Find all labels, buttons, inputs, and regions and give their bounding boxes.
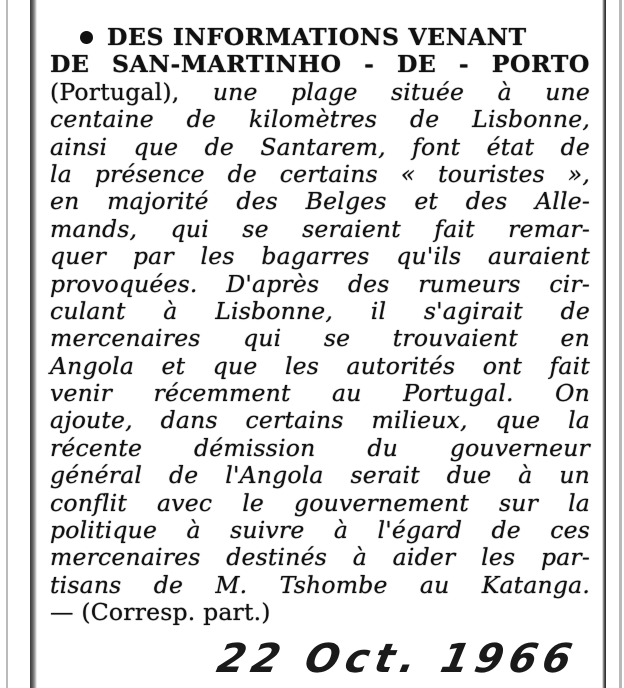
article-line: [50, 188, 590, 215]
article-text: [50, 24, 590, 627]
article-text-run: politique à suivre à l'égard de ces: [50, 516, 590, 545]
article-text-run: tisans de M. Tshombe au Katanga.: [50, 570, 590, 599]
article-text-run: ajoute, dans certains milieux, que la: [50, 406, 590, 435]
article-line: [50, 161, 590, 188]
article-text-run: mercenaires qui se trouvaient en: [50, 324, 590, 353]
article-line: [50, 380, 590, 407]
credit-line: — (Corresp. part.): [50, 598, 271, 627]
article-text-run: Angola et que les autorités ont fait: [50, 351, 590, 380]
article-text-run: quer par les bagarres qu'ils auraient: [50, 242, 590, 271]
article-text-run: mands, qui se seraient fait remar-: [50, 214, 590, 243]
article-line: [50, 517, 590, 544]
scan-edge-left: [30, 0, 37, 688]
article-line: [50, 271, 590, 298]
article-text-run: venir récemment au Portugal. On: [50, 379, 590, 408]
article-text-run: récente démission du gouverneur: [50, 433, 590, 462]
article-line: [50, 353, 590, 380]
article-text-run: centaine de kilomètres de Lisbonne,: [50, 105, 590, 134]
article-line: [50, 490, 590, 517]
article-line: [50, 462, 590, 489]
handwritten-date: 22 Oct. 1966: [213, 636, 582, 682]
article-text-run: conflit avec le gouvernement sur la: [50, 488, 590, 517]
article-line: [50, 544, 590, 571]
article-line: [50, 79, 590, 106]
article-line: [50, 325, 590, 352]
article-line: [50, 106, 590, 133]
scan-edge-left-outer: [6, 0, 8, 688]
article-text-run: ainsi que de Santarem, font état de: [50, 132, 590, 161]
article-line: [50, 435, 590, 462]
article-line: [50, 134, 590, 161]
article-text-run: provoquées. D'après des rumeurs cir-: [50, 269, 590, 298]
article-text-run: une plage située à une: [212, 77, 590, 106]
article-text-run: mercenaires destinés à aider les par-: [50, 543, 590, 572]
article-text-run: en majorité des Belges et des Alle-: [50, 187, 590, 216]
article-line: [50, 298, 590, 325]
headline-line-1: DES INFORMATIONS VENANT: [50, 24, 590, 51]
scan-edge-right-outer: [619, 0, 622, 688]
article-body: [50, 79, 590, 599]
headline-line-2: DE SAN-MARTINHO - DE - PORTO: [50, 50, 590, 79]
article-line: [50, 243, 590, 270]
article-text-run: culant à Lisbonne, il s'agirait de: [50, 296, 590, 325]
article-line: [50, 572, 590, 599]
article-text-run: (Portugal),: [50, 77, 213, 106]
article-text-run: la présence de certains « touristes »,: [50, 159, 590, 188]
scan-edge-right: [602, 0, 606, 688]
article-line: [50, 216, 590, 243]
article-line: [50, 407, 590, 434]
bullet-icon: [80, 31, 93, 44]
article-text-run: général de l'Angola serait due à un: [50, 461, 590, 490]
